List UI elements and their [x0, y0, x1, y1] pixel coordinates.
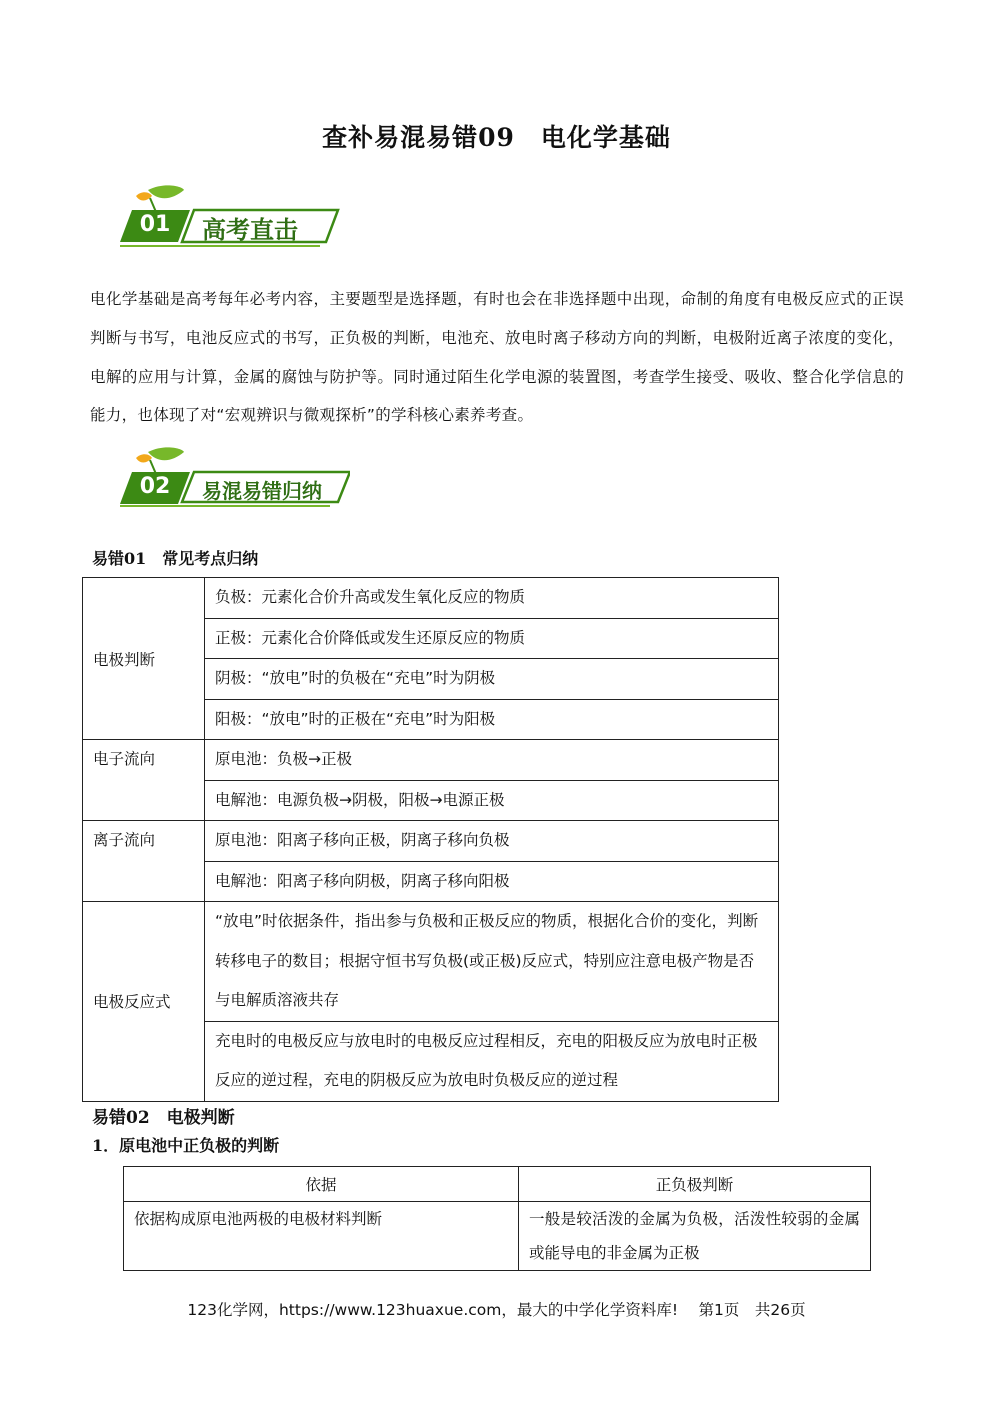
section-badge-01 — [110, 184, 350, 254]
intro-text: 电化学基础是高考每年必考内容，主要题型是选择题，有时也会在非选择题中出现，命制的角度有电极反应式的正误判断与书写，电池反应式的书写，正负极的判断，电池充、放电时离子移动方向的判断，电极附近离子浓度的变化，电解的应用与计算，金属的腐蚀与防护等。同时通过陌生化学电源的装置图，考查学生接受、吸收、整合化学信息的能力，也体现了对“宏观辨识与微观探析”的学科核心素养考查。 — [90, 290, 904, 425]
section-label: 易混易错归纳 — [202, 479, 322, 503]
page-footer: 123化学网，https://www.123huaxue.com，最大的中学化学资料库! 第1页 共26页 — [187, 1301, 806, 1319]
table-cell: 一般是较活泼的金属为负极，活泼性较弱的金属或能导电的非金属为正极 — [519, 1202, 871, 1271]
subsection-heading: 1．原电池中正负极的判断 — [92, 1136, 280, 1155]
summary-table — [82, 577, 779, 1102]
row-description: 充电时的电极反应与放电时的电极反应过程相反，充电的阳极反应为放电时正极反应的逆过程，充电的阴极反应为放电时负极反应的逆过程 — [205, 1021, 779, 1101]
table-row — [83, 902, 779, 1022]
row-description: 负极：元素化合价升高或发生氧化反应的物质 — [205, 578, 779, 619]
row-description: “放电”时依据条件，指出参与负极和正极反应的物质，根据化合价的变化，判断转移电子的数目；根据守恒书写负极(或正极)反应式，特别应注意电极产物是否与电解质溶液共存 — [205, 902, 779, 1022]
row-description: 正极：元素化合价降低或发生还原反应的物质 — [205, 618, 779, 659]
row-category: 离子流向 — [83, 821, 205, 902]
row-description: 电解池：电源负极→阴极，阳极→电源正极 — [205, 780, 779, 821]
table-cell: 依据构成原电池两极的电极材料判断 — [124, 1202, 519, 1271]
column-header: 正负极判断 — [519, 1167, 871, 1202]
error01-heading: 易错01 常见考点归纳 — [92, 549, 259, 568]
row-description: 原电池：负极→正极 — [205, 740, 779, 781]
row-description: 阴极：“放电”时的负极在“充电”时为阴极 — [205, 659, 779, 700]
row-category: 电子流向 — [83, 740, 205, 821]
table-row — [83, 821, 779, 862]
table-row — [83, 578, 779, 619]
page-title: 查补易混易错09 电化学基础 — [322, 123, 671, 152]
row-category: 电极反应式 — [83, 902, 205, 1102]
electrode-judgment-table — [123, 1166, 871, 1271]
table-row — [124, 1202, 871, 1271]
intro-paragraph — [90, 280, 904, 435]
section-label: 高考直击 — [202, 216, 298, 244]
row-description: 原电池：阳离子移向正极，阴离子移向负极 — [205, 821, 779, 862]
table-header-row — [124, 1167, 871, 1202]
section-badge-02 — [110, 446, 350, 516]
section-number: 01 — [139, 212, 171, 237]
error02-heading: 易错02 电极判断 — [92, 1108, 235, 1128]
column-header: 依据 — [124, 1167, 519, 1202]
row-description: 电解池：阳离子移向阴极，阴离子移向阳极 — [205, 861, 779, 902]
row-category: 电极判断 — [83, 578, 205, 740]
table-row — [83, 740, 779, 781]
row-description: 阳极：“放电”时的正极在“充电”时为阳极 — [205, 699, 779, 740]
section-number: 02 — [139, 474, 171, 499]
